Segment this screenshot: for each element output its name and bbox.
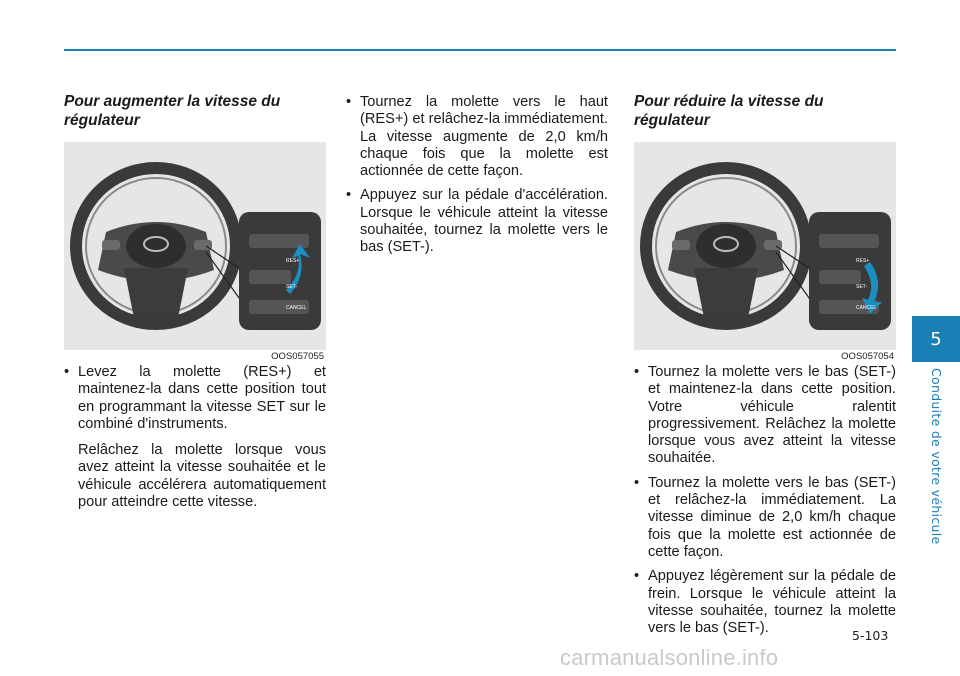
bullet-list [64, 364, 326, 511]
figure-label-set: SET- [286, 284, 298, 290]
top-rule [64, 49, 896, 51]
list-item: • Tournez la molette vers le bas (SET-) et relâchez-la immédiatement. La vitesse diminue de 2,0 km/h chaque fois que la molette est actionnée de cette façon. [634, 474, 896, 560]
page-number: 5-103 [852, 628, 889, 643]
steering-wheel-figure-increase [64, 142, 326, 362]
list-item: • Tournez la molette vers le bas (SET-) et maintenez-la dans cette position. Votre véhicule ralentit progressivement. Relâchez la molette lorsque vous avez atteint la vitesse souhaitée. [634, 364, 896, 467]
figure-code: OOS057054 [841, 351, 894, 362]
steering-wheel-illustration [634, 142, 896, 350]
figure-label-res: RES+ [286, 258, 300, 264]
chapter-tab: 5 [912, 316, 960, 362]
steering-wheel-figure-decrease [634, 142, 896, 362]
steering-wheel-illustration [64, 142, 326, 350]
list-item: • Appuyez légèrement sur la pédale de frein. Lorsque le véhicule atteint la vitesse souhaitée, tournez la molette vers le bas (SET-). [634, 568, 896, 637]
section-heading-decrease: Pour réduire la vitesse du régulateur [634, 93, 824, 129]
list-item: • Levez la molette (RES+) et maintenez-la dans cette position tout en programmant la vitesse SET sur le combiné d'instruments. Relâchez la molette lorsque vous avez atteint la vitesse souhaitée et le véhicule accélérera automatiquement pour atteindre cette vitesse. [64, 364, 326, 511]
figure-label-res: RES+ [856, 258, 870, 264]
section-heading-increase: Pour augmenter la vitesse du régulateur [64, 93, 281, 129]
list-item: • Appuyez sur la pédale d'accélération. Lorsque le véhicule atteint la vitesse souhaitée, tournez la molette vers le bas (SET-). [346, 187, 608, 256]
middle-column [346, 94, 608, 264]
bullet-list [634, 364, 896, 637]
list-item: • Tournez la molette vers le haut (RES+) et relâchez-la immédiatement. La vitesse augmente de 2,0 km/h chaque fois que la molette est actionnée de cette façon. [346, 94, 608, 180]
right-column [634, 92, 896, 644]
chapter-side-title: Conduite de votre véhicule [929, 368, 944, 545]
watermark: carmanualsonline.info [560, 645, 779, 670]
figure-label-cancel: CANCEL [286, 305, 307, 311]
figure-label-set: SET- [856, 284, 868, 290]
figure-label-cancel: CANCEL [856, 305, 877, 311]
figure-code: OOS057055 [271, 351, 324, 362]
bullet-list [346, 94, 608, 257]
left-column [64, 92, 326, 518]
